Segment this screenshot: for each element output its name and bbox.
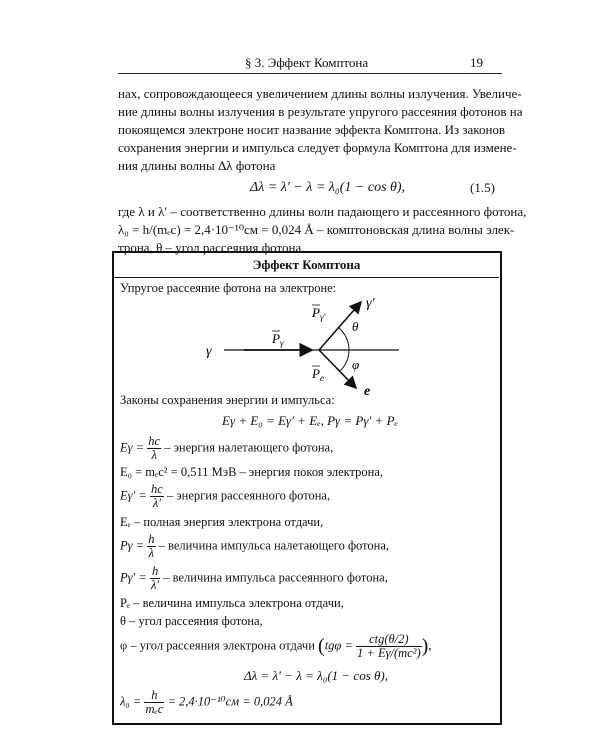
electron-label: e (364, 384, 371, 399)
def-p-gamma: Pγ = $\frac{h}{\lambda}$ – величина импульса налетающего фотона, (120, 532, 390, 560)
final-compton-equation: Δλ = λ′ − λ = λ₀(1 − cos θ), (244, 668, 388, 683)
paragraph-line: где λ и λ′ – соответственно длины волн падающего и рассеянного фотона, (118, 204, 527, 219)
paragraph-line: ние длины волны излучения в результате упругого рассеяния фотонов на (118, 104, 523, 119)
def-e-electron: Eₑ – полная энергия электрона отдачи, (120, 515, 324, 529)
equation-number: (1.5) (470, 180, 495, 195)
conservation-equation: Eγ + E₀ = Eγ′ + Eₑ, Pγ = Pγ′ + Pₑ (222, 413, 398, 428)
def-e-gamma: Eγ = $\frac{hc}{\lambda}$ – энергия налетающего фотона, (120, 434, 334, 462)
def-e-gamma-prime: Eγ′ = $\frac{hc}{\lambda'}$ – энергия рассеянного фотона, (120, 482, 331, 510)
paragraph-line: λ₀ = h/(mₑc) = 2,4·10⁻¹⁰см = 0,024 Å – комптоновская длина волны элек- (118, 222, 515, 237)
scattered-gamma-label: γ′ (366, 296, 375, 311)
paragraph-line: покоящемся электроне носит название эффекта Комптона. Из законов (118, 122, 506, 137)
definitions-paragraph (118, 203, 527, 257)
running-header-title: § 3. Эффект Комптона (245, 55, 369, 70)
intro-paragraph (118, 85, 523, 175)
svg-text:γ: γ (280, 338, 284, 348)
def-p-electron: Pₑ – величина импульса электрона отдачи, (120, 596, 344, 610)
box-subtitle: Упругое рассеяние фотона на электроне: (120, 281, 337, 295)
paragraph-line: трона, θ – угол рассеяния фотона. (118, 240, 305, 255)
compton-equation: Δλ = λ′ − λ = λ₀(1 − cos θ), (250, 180, 406, 195)
p-electron-label (311, 366, 324, 383)
def-e0: E₀ = mₑc² = 0,511 МэВ – энергия покоя электрона, (120, 465, 384, 479)
scattering-diagram (114, 293, 499, 403)
compton-effect-box (112, 251, 502, 725)
electron-arrow (319, 350, 356, 388)
header-rule (118, 73, 502, 74)
def-p-gamma-prime: Pγ′ = $\frac{h}{\lambda'}$ – величина импульса рассеянного фотона, (120, 564, 388, 592)
svg-text:P: P (312, 305, 320, 320)
incident-gamma-label: γ (206, 344, 212, 359)
def-phi: φ – угол рассеяния электрона отдачи (tgφ = $\frac{\text{ctg(θ/2)}}{\text{1 + Eγ/(mc²)}}$ ), (120, 632, 432, 660)
paragraph-line: нах, сопровождающееся увеличением длины волны излучения. Увеличе- (118, 86, 522, 101)
phi-label: φ (352, 357, 360, 372)
box-title-rule (114, 277, 499, 278)
svg-text:P: P (312, 366, 320, 381)
def-theta: θ – угол рассеяния фотона, (120, 614, 263, 628)
paragraph-line: сохранения энергии и импульса следует формула Комптона для измене- (118, 140, 517, 155)
box-title: Эффект Комптона (252, 257, 361, 272)
theta-label: θ (352, 319, 359, 334)
paragraph-line: ния длины волны Δλ фотона (118, 158, 276, 173)
p-gamma-label (271, 331, 284, 348)
svg-text:e: e (320, 373, 324, 383)
theta-arc (339, 328, 349, 350)
svg-text:P: P (272, 331, 280, 346)
phi-arc (340, 350, 349, 371)
p-gamma-prime-label (311, 305, 327, 322)
page-number: 19 (470, 55, 483, 70)
svg-text:γ′: γ′ (320, 312, 326, 322)
conservation-label: Законы сохранения энергии и импульса: (120, 393, 335, 407)
lambda0-definition: λ₀ = $\frac{h}{\text{mₑc}}$ = 2,4·10⁻¹⁰см = 0,024 Å (120, 688, 293, 716)
